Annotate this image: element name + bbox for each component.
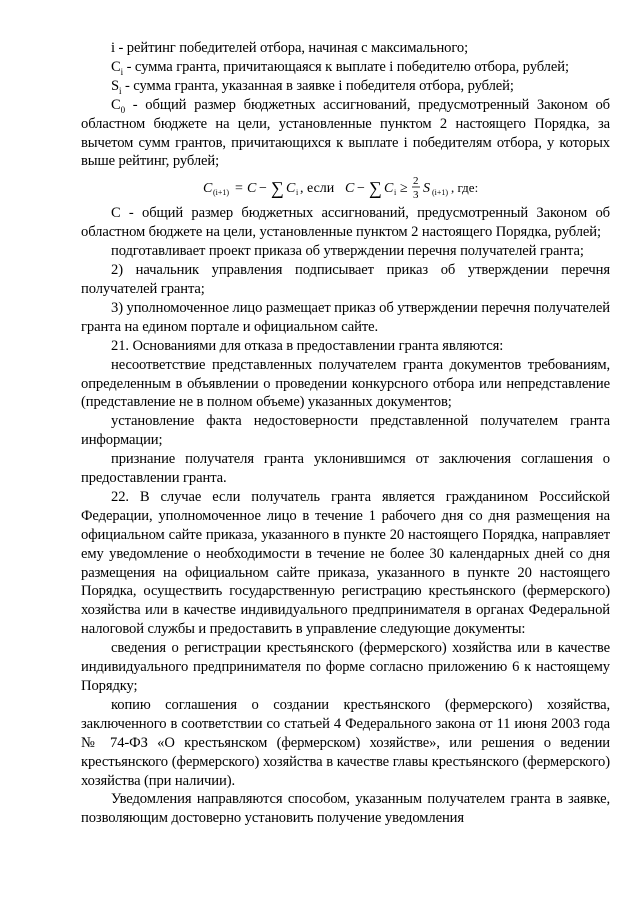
formula-s-sub: (i+1) (431, 187, 448, 197)
formula-c2: C (344, 180, 354, 196)
paragraph-i: i - рейтинг победителей отбора, начиная с максимального; (111, 40, 469, 56)
formula-frac-num: 2 (412, 174, 418, 187)
formula-ci: C (285, 180, 295, 196)
formula-frac-den: 3 (412, 188, 418, 201)
paragraph-21: 21. Основаниями для отказа в предоставлении гранта являются: (111, 337, 504, 354)
formula-eq: = (234, 180, 243, 196)
formula (81, 171, 610, 204)
var-s: S (111, 77, 120, 94)
paragraph-agreement-copy: копию соглашения о создании крестьянского (фермерского) хозяйства, заключенного в соответствии со статьей 4 Федерального закона от 11 июня 2003 года № 74-ФЗ «О крестьянском (фермерском) хозяйстве», или решения о ведении крестьянского (фермерского) хозяйства в качестве главы крестьянского (фермерского) хозяйства (при наличии). (81, 696, 610, 789)
formula-lhs: C (202, 180, 212, 196)
formula-minus: − (258, 180, 267, 196)
var-sub: i (119, 85, 122, 96)
formula-svg (201, 172, 491, 204)
paragraph-text: - общий размер бюджетных ассигнований, предусмотренный Законом об областном бюджете на цели, установленные пунктом 2 настоящего Порядка, за вычетом сумм грантов, причитающихся к выплате i победителям отбора, у которых выше рейтинг, рублей; (81, 96, 610, 170)
paragraph-c0 (81, 96, 610, 172)
paragraph-item-3: 3) уполномоченное лицо размещает приказ об утверждении перечня получателей гранта на едином портале и официальном сайте. (81, 299, 610, 335)
var-c: C (111, 58, 121, 75)
formula-s: S (422, 180, 430, 196)
formula-ci2: C (383, 180, 393, 196)
paragraph-nonconformity: несоответствие представленных получателем гранта документов требованиям, определенным в объявлении о проведении конкурсного отбора или непредставление (представление не в полном объеме) указанных документов; (81, 356, 610, 411)
paragraph-text: - сумма гранта, причитающаяся к выплате i победителю отбора, рублей; (123, 58, 569, 75)
paragraph-registration-info: сведения о регистрации крестьянского (фермерского) хозяйства или в качестве индивидуального предпринимателя по форме согласно приложению 6 к настоящему Порядку; (81, 640, 610, 694)
var-sub: 0 (120, 104, 126, 115)
formula-ci2-sub: i (393, 187, 396, 197)
paragraph-evasion: признание получателя гранта уклонившимся от заключения соглашения о предоставлении гранта. (81, 451, 610, 487)
formula-sum2: ∑ (368, 177, 382, 198)
formula-tail: , где: (450, 179, 478, 195)
paragraph-notifications: Уведомления направляются способом, указанным получателем гранта в заявке, позволяющим достоверно установить получение уведомления (81, 791, 610, 827)
paragraph-item-2: 2) начальник управления подписывает приказ об утверждении перечня получателей гранта; (81, 262, 610, 297)
formula-sum: ∑ (270, 177, 284, 198)
formula-ge: ≥ (399, 180, 408, 196)
paragraph-prepare: подготавливает проект приказа об утверждении перечня получателей гранта; (111, 243, 584, 260)
paragraph-text: - сумма гранта, указанная в заявке i победителя отбора, рублей; (121, 77, 514, 94)
formula-comma-if: , если (299, 180, 334, 196)
paragraph-22: 22. В случае если получатель гранта является гражданином Российской Федерации, уполномоченное лицо в течение 1 рабочего дня со дня размещения на официальном сайте приказа, указанного в пункте 20 настоящего Порядка, направляет ему уведомление о необходимости в течение не более 30 календарных дней со дня размещения на официальном сайте приказа, указанного в пункте 20 настоящего Порядка, осуществить государственную регистрацию крестьянского (фермерского) хозяйства или в качестве индивидуального предпринимателя в органах Федеральной налоговой службы и предоставить в управление следующие документы: (81, 488, 610, 638)
paragraph-si (81, 77, 610, 96)
formula-ci-sub: i (295, 187, 298, 197)
formula-c: C (246, 180, 256, 196)
paragraph-false-info: установление факта недостоверности представленной получателем гранта информации; (81, 413, 610, 449)
formula-lhs-sub: (i+1) (212, 187, 229, 197)
paragraph-c: С - общий размер бюджетных ассигнований, предусмотренный Законом об областном бюджете на цели, установленные пунктом 2 настоящего Порядка, рублей; (81, 205, 610, 241)
var-c: C (111, 96, 121, 113)
paragraph-ci (81, 58, 610, 77)
var-sub: i (120, 66, 124, 77)
formula-minus2: − (356, 180, 365, 196)
